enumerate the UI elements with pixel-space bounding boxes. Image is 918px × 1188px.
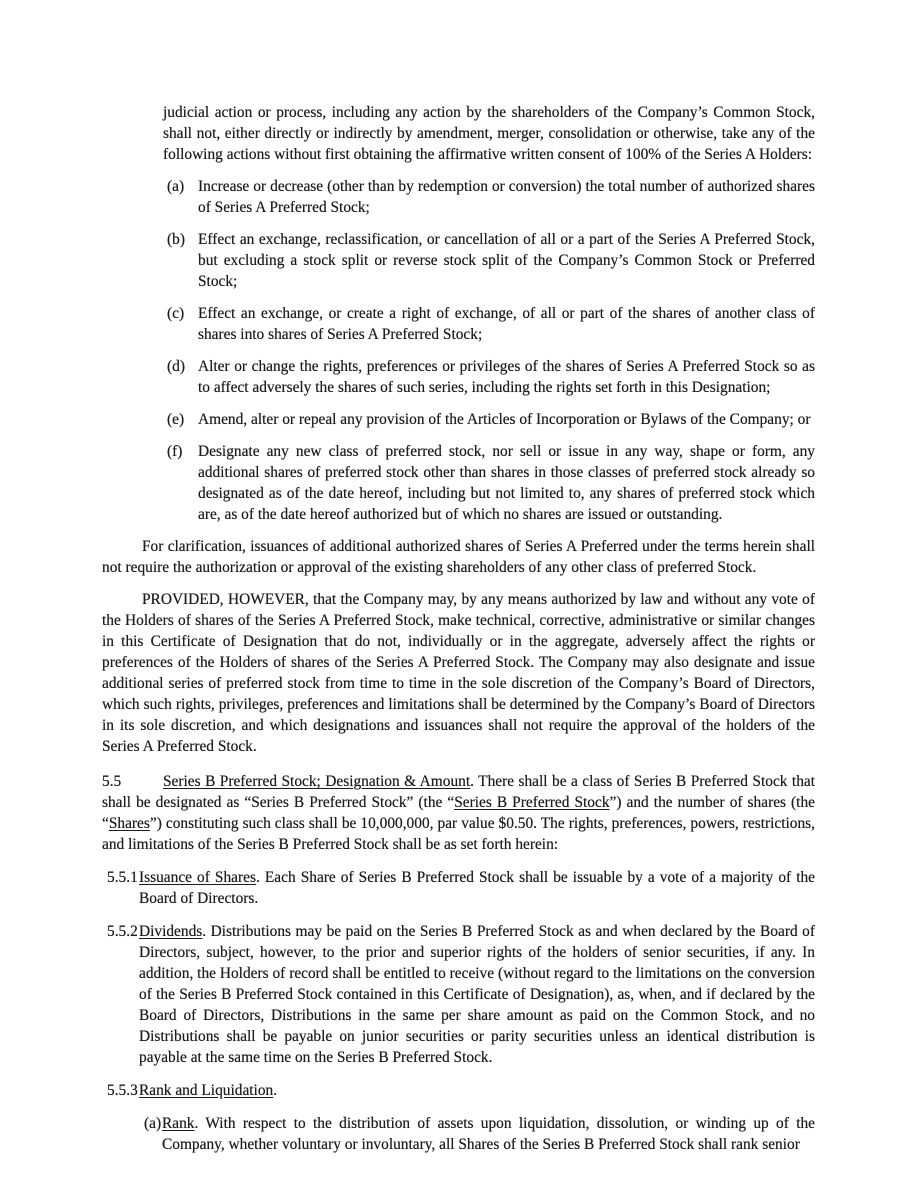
list-item-text: Amend, alter or repeal any provision of the Articles of Incorporation or Bylaws of the Company; or [198, 411, 811, 428]
section-text: ”) constituting such class shall be 10,000,000, par value $0.50. The rights, preferences, powers, restrictions, and limitations of the Series B Preferred Stock shall be as set forth herein: [102, 815, 815, 853]
subsection-heading: Dividends [139, 923, 203, 940]
list-item-label: (c) [167, 305, 185, 322]
subsection-number: 5.5.3 [107, 1082, 138, 1099]
defined-term-shares: Shares [108, 815, 150, 832]
consent-actions-list [102, 176, 815, 525]
list-item-f [102, 441, 815, 525]
subsection-text: . Distributions may be paid on the Series B Preferred Stock as and when declared by the Board of Directors, subject, however, to the prior and superior rights of the holders of senior securities, if any. In addition, the Holders of record shall be entitled to receive (without regard to the limitations on the conversion of the Series B Preferred Stock contained in this Certificate of Designation), as, when, and if declared by the Board of Directors, Distributions in the same per share amount as paid on the Common Stock, and no Distributions shall be payable on junior securities or parity securities unless an identical distribution is payable at the same time on the Series B Preferred Stock. [139, 923, 815, 1066]
section-heading: Series B Preferred Stock; Designation & Amount [163, 773, 471, 790]
list-item-a [102, 176, 815, 218]
list-item-c [102, 303, 815, 345]
list-item-label: (a) [144, 1115, 162, 1132]
subsection-heading: Issuance of Shares [139, 869, 256, 886]
defined-term-series-b: Series B Preferred Stock [454, 794, 610, 811]
subsection-number: 5.5.1 [107, 869, 138, 886]
section-text: ”) and the number of shares (the “ [102, 794, 815, 832]
list-item-label: (f) [167, 443, 183, 460]
list-item-label: (b) [167, 231, 185, 248]
list-item-d [102, 356, 815, 398]
rank-text: . With respect to the distribution of assets upon liquidation, dissolution, or winding up of the Company, whether voluntary or involuntary, all Shares of the Series B Preferred Stock shall rank senior [162, 1115, 815, 1153]
list-item-text: Increase or decrease (other than by redemption or conversion) the total number of authorized shares of Series A Preferred Stock; [198, 178, 815, 216]
provided-paragraph: PROVIDED, HOWEVER, that the Company may, by any means authorized by law and without any vote of the Holders of shares of the Series A Preferred Stock, make technical, corrective, administrative or similar changes in this Certificate of Designation that do not, individually or in the aggregate, adversely affect the rights or preferences of the Holders of shares of the Series A Preferred Stock. The Company may also designate and issue additional series of preferred stock from time to time in the sole discretion of the Company’s Board of Directors, which such rights, privileges, preferences and limitations shall be determined by the Company’s Board of Directors in its sole discretion, and which designations and issuances shall not require the approval of the holders of the Series A Preferred Stock. [102, 591, 815, 755]
subsection-5-5-1 [102, 867, 815, 909]
list-item-text: Designate any new class of preferred stock, nor sell or issue in any way, shape or form, any additional shares of preferred stock other than shares in those classes of preferred stock already so designated as of the date hereof, including but not limited to, any shares of preferred stock which are, as of the date hereof authorized but of which no shares are issued or outstanding. [198, 443, 815, 523]
rank-heading: Rank [162, 1115, 195, 1132]
subsection-5-5-2 [102, 921, 815, 1068]
list-item-e [102, 409, 815, 430]
subsection-heading: Rank and Liquidation [139, 1082, 274, 1099]
list-item-label: (d) [167, 358, 185, 375]
section-text: . There shall be a class of Series B Preferred Stock that shall be designated as “Series B Preferred Stock” (the “ [102, 773, 816, 811]
list-item-label: (e) [167, 411, 185, 428]
subsection-5-5-3 [102, 1080, 815, 1101]
list-item-b [102, 229, 815, 292]
rank-list-item [102, 1113, 815, 1155]
subsection-text: . [273, 1082, 278, 1099]
list-item-text: Effect an exchange, reclassification, or cancellation of all or a part of the Series A Preferred Stock, but excluding a stock split or reverse stock split of the Company’s Common Stock or Preferred Stock; [198, 231, 815, 290]
list-item-text: Effect an exchange, or create a right of exchange, of all or part of the shares of another class of shares into shares of Series A Preferred Stock; [198, 305, 815, 343]
clarification-paragraph: For clarification, issuances of additional authorized shares of Series A Preferred under the terms herein shall not require the authorization or approval of the existing shareholders of any other class of preferred Stock. [102, 538, 815, 576]
subsection-number: 5.5.2 [107, 923, 138, 940]
subsection-text: . Each Share of Series B Preferred Stock shall be issuable by a vote of a majority of the Board of Directors. [139, 869, 815, 907]
list-item-label: (a) [167, 178, 185, 195]
section-number: 5.5 [102, 773, 122, 790]
list-item-text: Alter or change the rights, preferences or privileges of the shares of Series A Preferred Stock so as to affect adversely the shares of such series, including the rights set forth in this Designation; [198, 358, 815, 396]
intro-paragraph: judicial action or process, including any action by the shareholders of the Company’s Common Stock, shall not, either directly or indirectly by amendment, merger, consolidation or otherwise, take any of the following actions without first obtaining the affirmative written consent of 100% of the Series A Holders: [163, 104, 815, 163]
document-content [102, 102, 815, 1155]
section-5-5-paragraph [102, 771, 815, 855]
